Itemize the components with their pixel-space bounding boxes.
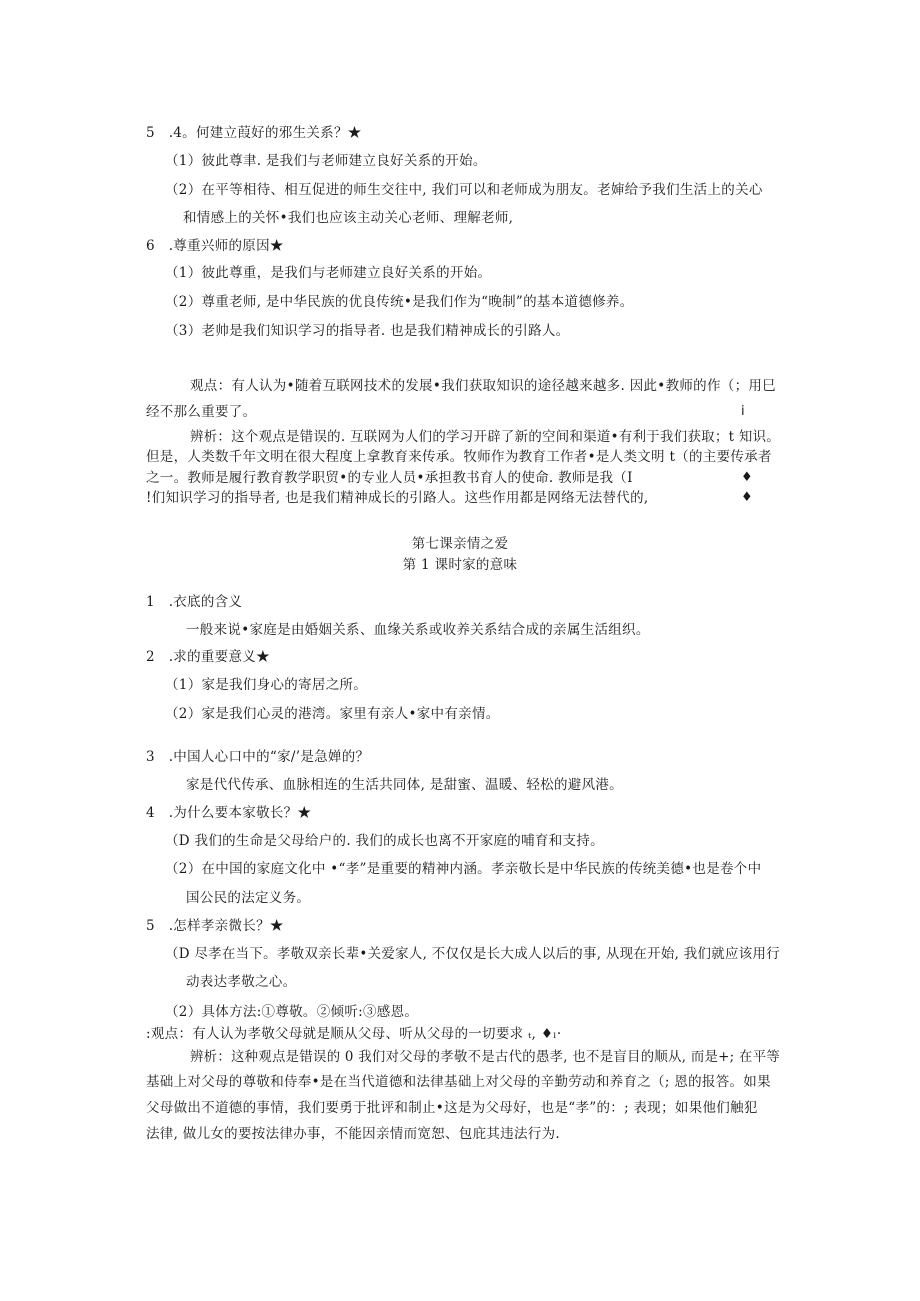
c4-item-2a: （2）在中国的家庭文化中 •“孝”是重要的精神内涵。孝亲敬长是中华民族的传统美德•也是卷个中 [165, 861, 762, 877]
heading-c5: 5 .怎样孝亲微长？★ [146, 918, 284, 934]
period-title: 第 1 课时家的意味 [402, 557, 518, 573]
view1-analysis-4: !们知识学习的指导者, 也是我们精神成长的引路人。这些作用都是网络无法替代的, [146, 490, 649, 506]
c1-body: 一般来说•家庭是由婚姻关系、血缘关系或收养关系结合成的亲属生活组织。 [186, 622, 650, 638]
c5-analysis-3: 父母做出不道德的事情，我们要勇于批评和制止•这是为父母好，也是“孝”的：; 表现；如果他们触犯 [146, 1100, 758, 1116]
heading-s6: 6 .尊重兴师的原因★ [146, 238, 284, 254]
margin-mark: ♦ [741, 490, 753, 505]
s6-item-3: （3）老帅是我们知识学习的指导者. 也是我们精神成长的引路人。 [165, 323, 570, 339]
c4-item-2b: 国公民的法定义务。 [186, 890, 311, 906]
c2-item-2: （2）家是我们心灵的港湾。家里有亲人•家中有亲情。 [165, 706, 500, 722]
heading-c4: 4 .为什么要本家敬长？★ [146, 805, 312, 821]
c5-item-1b: 动表达孝敬之心。 [186, 974, 297, 990]
c3-body: 家是代代传承、血脉相连的生活共同体, 是甜蜜、温暖、轻松的避风港。 [186, 777, 623, 793]
s5-item-1: （1）彼此尊聿. 是我们与老师建立良好关系的开始。 [165, 153, 487, 169]
c5-item-1a: （D 尽孝在当下。孝敬双亲长辈•关爱家人, 不仅仅是长大成人以后的事, 从现在开始, 我们就应该用行 [165, 946, 780, 962]
c5-analysis-2: 基础上对父母的尊敬和侍奉•是在当代道德和法律基础上对父母的辛勤劳动和养育之（; 恩的报答。如果 [146, 1074, 771, 1090]
view1-analysis-2: 但是，人类数千年文明在很大程度上拿教育来传承。牧师作为教育工作者•是人类文明 t（的主要传承者 [146, 449, 772, 465]
c5-item-2: （2）具体方法:①尊敬。②倾听:③感恩。 [165, 1004, 419, 1020]
view1-line-2: 经不那么重要了。 [146, 404, 257, 420]
c5-analysis-1: 辨析：这种观点是错误的 0 我们对父母的孝敬不是古代的愚孝, 也不是盲目的顺从, 而是+; 在平等 [190, 1049, 781, 1065]
lesson-title: 第七课亲情之爱 [411, 536, 509, 552]
margin-mark: i [741, 404, 745, 419]
heading-s5: 5 .4。何建立葭好的邪生关系？★ [146, 125, 362, 141]
s5-item-2b: 和情感上的关怀•我们也应该主动关心老师、理解老师, [183, 210, 514, 226]
margin-mark: ♦ [741, 470, 753, 485]
c5-analysis-4: 法律, 做儿女的要按法律办事，不能因亲情而宽恕、包庇其违法行为. [146, 1126, 560, 1142]
heading-c3: 3 .中国人心口中的“家/’是急婵的？ [146, 749, 370, 765]
c2-item-1: （1）家是我们身心的寄居之所。 [165, 677, 368, 693]
view1-analysis-3: 之一。教师是履行教育教学职贸•的专业人员•承担教书育人的使命. 教师是我（I [146, 470, 633, 486]
s6-item-1: （1）彼此尊重，是我们与老师建立良好关系的开始。 [165, 265, 492, 281]
c4-item-1: （D 我们的生命是父母给户的. 我们的成长也离不开家庭的哺育和支持。 [165, 833, 604, 849]
c5-view: :观点：有人认为孝敬父母就是顺从父母、听从父母的一切要求 ₜ, ♦ₗ· [146, 1026, 562, 1042]
s5-item-2a: （2）在平等相待、相互促进的师生交往中, 我们可以和老师成为朋友。老婶给予我们生活上的关心 [165, 182, 763, 198]
s6-item-2: （2）尊重老师, 是中华民族的优良传统•是我们作为“晚制”的基本道德修养。 [165, 294, 634, 310]
heading-c1: 1 .衣底的含义 [146, 594, 243, 610]
heading-c2: 2 .求的重要意义★ [146, 649, 270, 665]
view1-analysis-1: 辨析：这个观点是错误的. 互联网为人们的学习开辟了新的空间和渠道•有利于我们获取；t 知识。 [190, 429, 781, 445]
view1-line-1: 观点：有人认为•随着互联网技术的发展•我们获取知识的途径越来越多. 因此•教师的作（；用巳 [190, 378, 776, 394]
